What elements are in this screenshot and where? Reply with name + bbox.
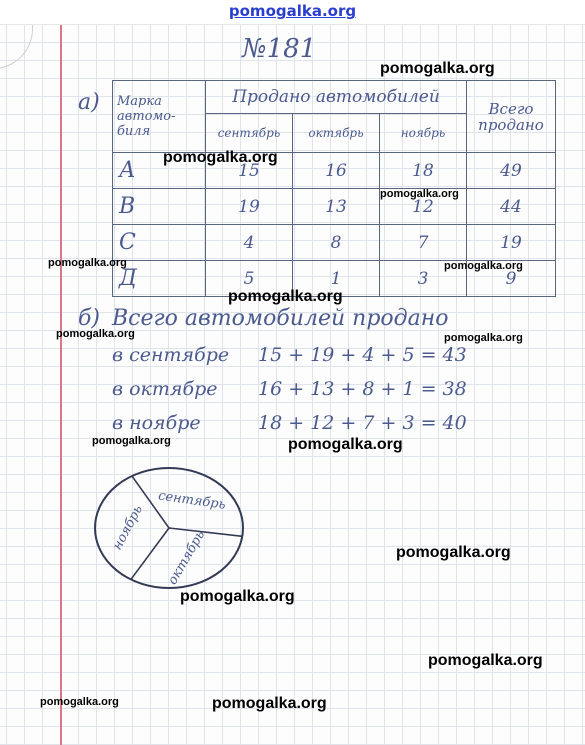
total-expr-september: 15 + 19 + 4 + 5 = 43 (258, 344, 467, 366)
watermark: pomogalka.org (180, 588, 295, 605)
row-sep: 15 (206, 153, 293, 189)
watermark: pomogalka.org (40, 696, 119, 708)
total-expr-november: 18 + 12 + 7 + 3 = 40 (258, 412, 467, 434)
row-nov: 18 (380, 153, 467, 189)
watermark: pomogalka.org (444, 332, 523, 344)
watermark: pomogalka.org (212, 695, 327, 712)
part-b-label: б) (78, 306, 101, 331)
header-sold: Продано автомобилей (206, 81, 467, 114)
row-sep: 5 (206, 261, 293, 297)
watermark: pomogalka.org (228, 288, 343, 305)
header-month-september: сентябрь (206, 114, 293, 153)
header-brand-line-1: Марка (117, 94, 162, 109)
header-month-october: октябрь (293, 114, 380, 153)
part-a-label: а) (78, 90, 100, 115)
pie-slice-label: октябрь (165, 528, 209, 588)
total-expr-october: 16 + 13 + 8 + 1 = 38 (258, 378, 467, 400)
row-total: 19 (467, 225, 556, 261)
row-sep: 4 (206, 225, 293, 261)
row-total: 9 (467, 261, 556, 297)
task-number: №181 (242, 34, 317, 64)
pie-slice-label: сентябрь (157, 488, 227, 513)
total-label-november: в ноябре (112, 412, 201, 434)
row-sep: 19 (206, 189, 293, 225)
header-brand (113, 81, 206, 153)
row-brand: А (113, 153, 206, 189)
table-row (113, 189, 556, 225)
site-link[interactable]: pomogalka.org (228, 2, 357, 20)
watermark: pomogalka.org (48, 257, 127, 269)
row-brand: В (113, 189, 206, 225)
total-label-september: в сентябре (112, 344, 230, 366)
total-label-october: в октябре (112, 378, 218, 400)
row-nov: 3 (380, 261, 467, 297)
watermark: pomogalka.org (288, 436, 403, 453)
row-nov: 12 (380, 189, 467, 225)
row-oct: 8 (293, 225, 380, 261)
margin-line (60, 24, 62, 745)
row-oct: 1 (293, 261, 380, 297)
pie-slice-boundary (131, 528, 169, 579)
watermark: pomogalka.org (92, 435, 171, 447)
watermark: pomogalka.org (380, 60, 495, 77)
row-oct: 13 (293, 189, 380, 225)
header-total (467, 81, 556, 153)
header-brand-line-3: биля (117, 124, 151, 139)
pie-slice-label: ноябрь (110, 502, 146, 553)
row-brand: С (113, 225, 206, 261)
table-row (113, 225, 556, 261)
header-total-line-2: продано (478, 115, 544, 134)
watermark: pomogalka.org (396, 544, 511, 561)
row-nov: 7 (380, 225, 467, 261)
header-month-november: ноябрь (380, 114, 467, 153)
pie-chart (94, 462, 244, 594)
watermark: pomogalka.org (428, 652, 543, 669)
watermark: pomogalka.org (163, 149, 278, 166)
watermark: pomogalka.org (56, 328, 135, 340)
row-total: 44 (467, 189, 556, 225)
watermark: pomogalka.org (380, 188, 459, 200)
header-brand-line-2: автомо- (117, 109, 176, 124)
top-bar (0, 0, 585, 25)
header-total-line-1: Всего (488, 99, 534, 118)
watermark: pomogalka.org (444, 260, 523, 272)
row-total: 49 (467, 153, 556, 189)
row-oct: 16 (293, 153, 380, 189)
totals-title: Всего автомобилей продано (112, 306, 449, 331)
row-brand: Д (113, 261, 206, 297)
